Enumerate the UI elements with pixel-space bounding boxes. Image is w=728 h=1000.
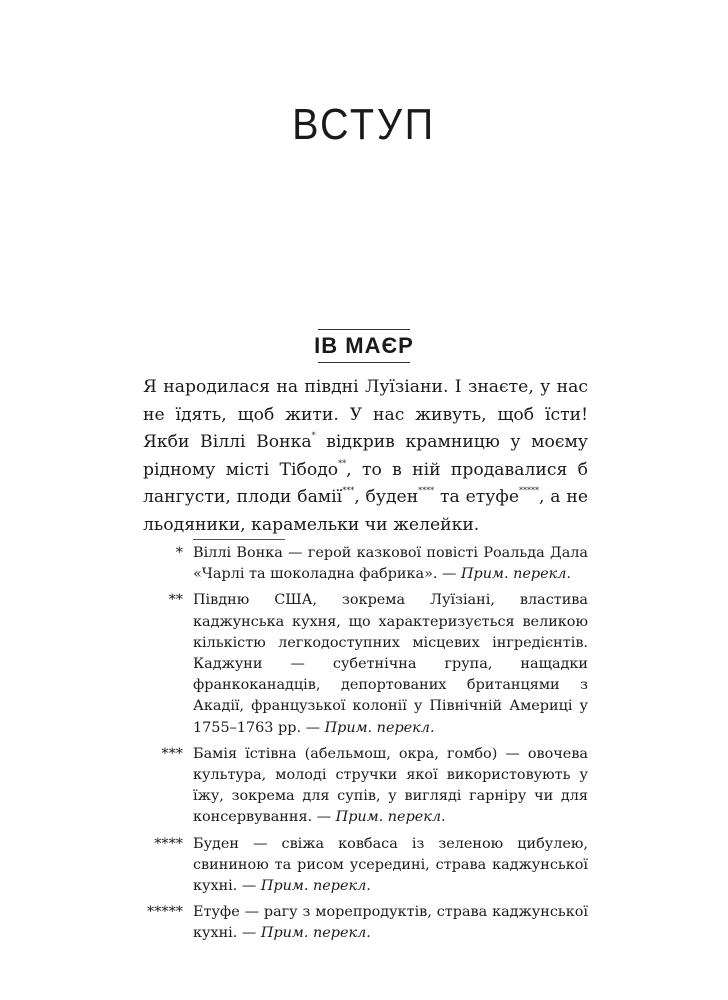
footnote [143, 902, 588, 944]
footnote-mark: *** [161, 745, 183, 762]
footnote-text: Етуфе — рагу з морепродуктів, страва каджунської кухні. — [193, 904, 588, 942]
author-block [0, 329, 728, 363]
main-paragraph [143, 374, 588, 539]
footnote-ref-1: * [311, 431, 316, 440]
footnote-note: Прим. перекл. [260, 925, 371, 942]
footnote-text: Буден — свіжа ковбаса із зеленою цибулею, свининою та рисом усередині, страва каджунської кухні. — [193, 835, 588, 895]
main-text-part: відкрив крамницю у моєму рідному місті Тібодо [143, 432, 588, 480]
footnote-text: Півдню США, зокрема Луїзіані, властива каджунська кухня, що характеризується великою кількістю легкодоступних місцевих інгредієнтів. Каджуни — субетнічна група, нащадки франкоканадців, депортованих британцями з Акадії, французької колонії у Північній Америці у 1755–1763 рр. — [193, 592, 588, 736]
footnote [143, 744, 588, 829]
footnote-ref-2: ** [338, 458, 347, 468]
main-text-part: , а не льодяники, карамельки чи желейки. [143, 487, 589, 535]
footnote-note: Прим. перекл. [324, 719, 435, 736]
footnote [143, 590, 588, 738]
footnote-ref-3: *** [342, 486, 355, 495]
footnote [143, 834, 588, 898]
footnote-mark: **** [154, 835, 183, 852]
footnotes [143, 543, 588, 950]
footnote-note: Прим. перекл. [260, 878, 371, 895]
footnote-ref-4: **** [418, 486, 435, 495]
footnote-note: Прим. перекл. [460, 566, 571, 583]
footnote-text: Віллі Вонка — герой казкової повісті Роальда Дала «Чарлі та шоколадна фабрика». — [193, 545, 588, 583]
footnote-divider [193, 539, 285, 540]
main-text-part: , буден [354, 487, 419, 507]
footnote-mark: ***** [147, 904, 183, 921]
footnote [143, 543, 588, 585]
footnote-note: Прим. перекл. [335, 809, 446, 826]
footnote-ref-5: ***** [519, 486, 539, 495]
footnote-mark: * [175, 545, 183, 561]
footnote-mark: ** [168, 592, 183, 609]
chapter-title: ВСТУП [292, 100, 436, 149]
author-name: ІВ МАЄР [314, 333, 414, 358]
main-text-part: Я народилася на півдні Луїзіани. І знаєте, у нас не їдять, щоб жити. У нас живуть, щоб їсти! Якби Віллі Вонка [143, 377, 588, 452]
main-text-part: та етуфе [434, 487, 519, 507]
footnote-text: Бамія їстівна (абельмош, окра, гомбо) — овочева культура, молоді стручки якої використовують у їжу, зокрема для супів, у вигляді гарніру чи для консервування. — [193, 745, 588, 826]
main-text-part: , то в ній продавалися б лангусти, плоди бамії [143, 459, 588, 507]
author-bottom-rule [318, 362, 410, 363]
